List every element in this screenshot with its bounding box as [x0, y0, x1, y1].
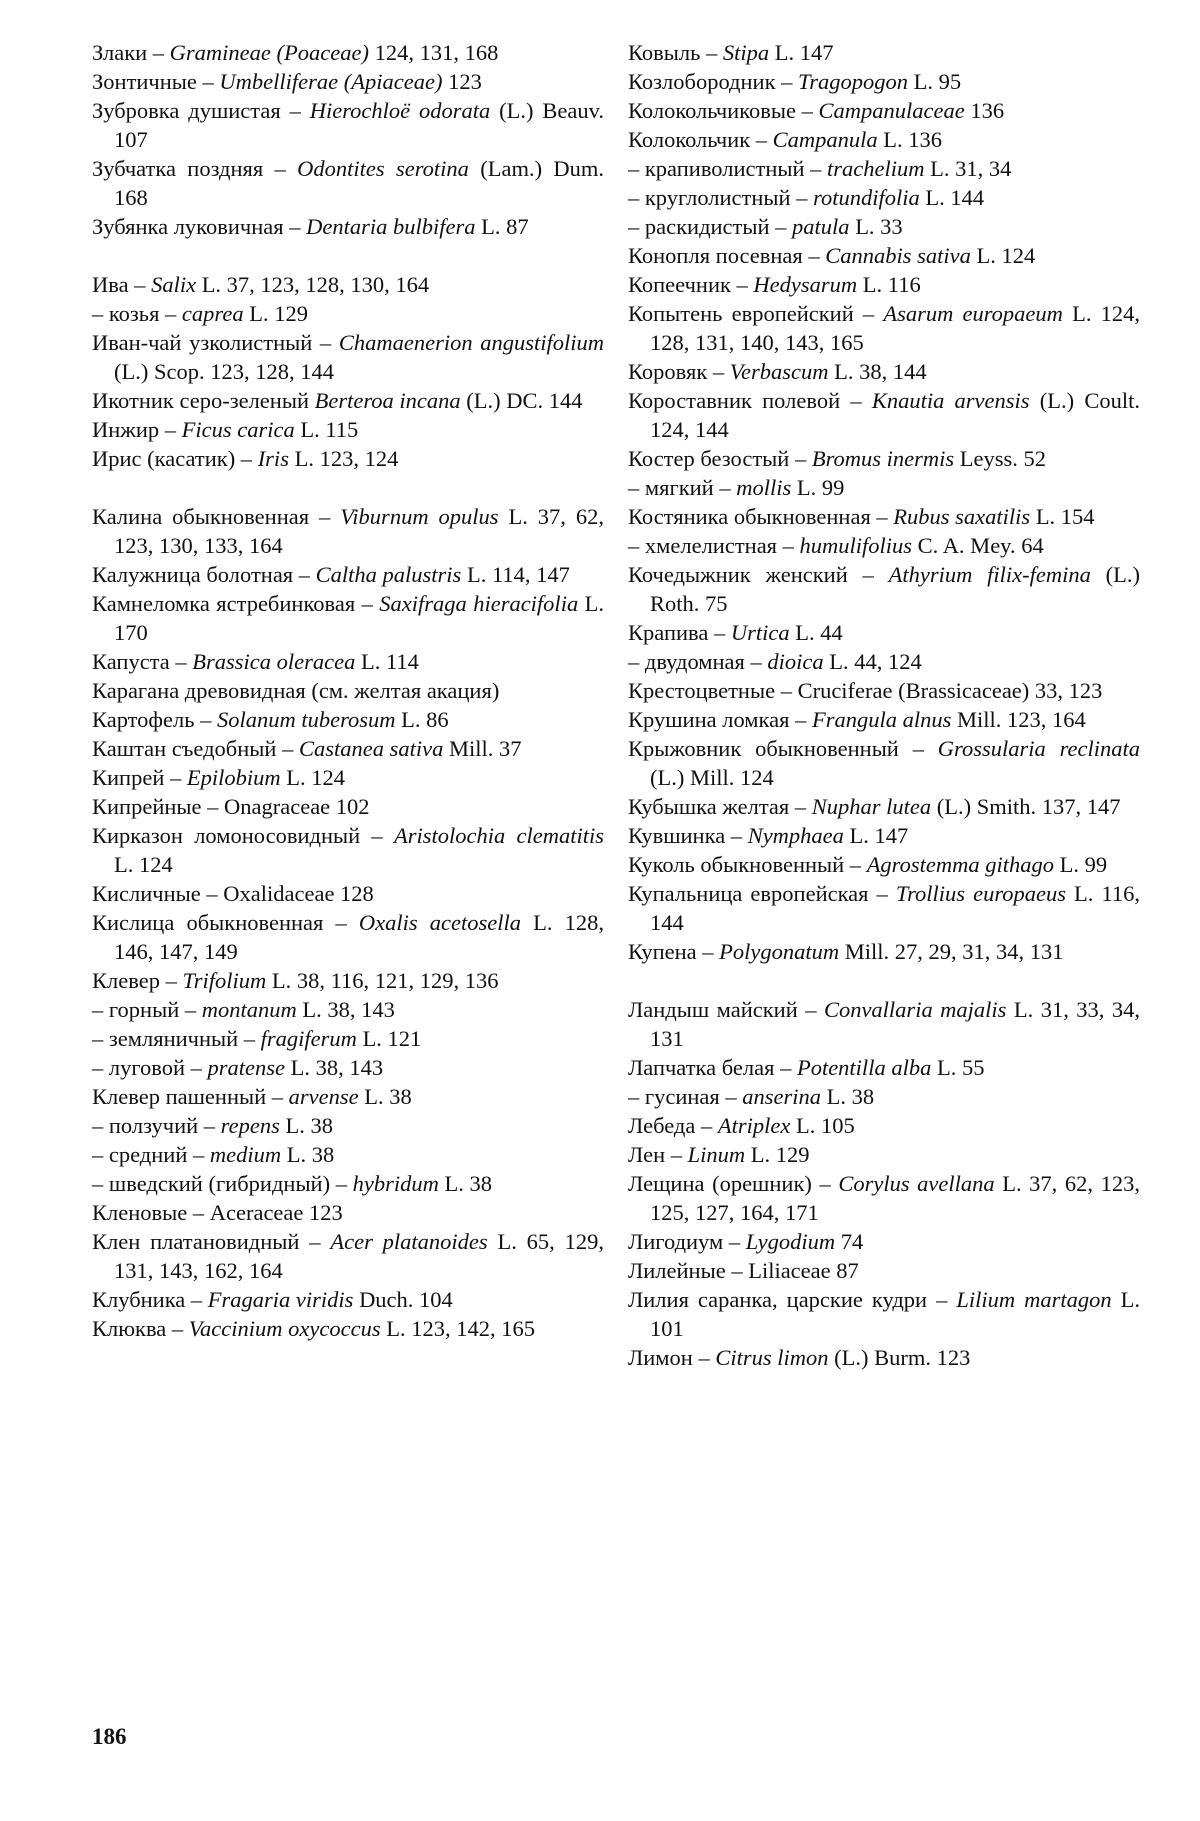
index-entry — [628, 473, 1140, 502]
index-entry — [628, 995, 1140, 1053]
entry-russian-name: Кипрейные – Onagraceae 102 — [92, 794, 370, 819]
entry-russian-name: Колокольчик – — [628, 127, 773, 152]
entry-russian-name: Крапива – — [628, 620, 731, 645]
entry-russian-name: Картофель – — [92, 707, 217, 732]
entry-reference: L. 95 — [908, 69, 962, 94]
index-entry — [92, 1314, 604, 1343]
entry-reference: L. 38, 144 — [828, 359, 927, 384]
index-entry — [92, 560, 604, 589]
entry-reference: L. 31, 33, 34, 131 — [650, 997, 1141, 1051]
entry-reference: L. 147 — [843, 823, 909, 848]
entry-latin-name: mollis — [736, 475, 792, 500]
entry-reference: L. 37, 62, 123, 130, 133, 164 — [114, 504, 604, 558]
entry-reference: L. 33 — [849, 214, 903, 239]
entry-russian-name: – шведский (гибридный) – — [92, 1171, 353, 1196]
entry-reference: L. 124 — [114, 852, 173, 877]
entry-russian-name: Кочедыжник женский – — [628, 562, 889, 587]
index-entry — [92, 1111, 604, 1140]
index-entry — [92, 821, 604, 879]
entry-latin-name: montanum — [201, 997, 297, 1022]
entry-russian-name: Ива – — [92, 272, 152, 297]
entry-latin-name: humulifolius — [799, 533, 913, 558]
entry-russian-name: – раскидистый – — [628, 214, 793, 239]
entry-latin-name: Iris — [257, 446, 289, 471]
entry-latin-name: Nymphaea — [747, 823, 844, 848]
entry-latin-name: Campanula — [772, 127, 878, 152]
entry-latin-name: Linum — [687, 1142, 746, 1167]
entry-reference: (L.) Beauv. 107 — [114, 98, 605, 152]
index-entry — [628, 734, 1140, 792]
index-entry — [92, 1169, 604, 1198]
entry-russian-name: – козья – — [92, 301, 182, 326]
entry-reference: L. 38 — [358, 1084, 412, 1109]
entry-reference: (L.) Roth. 75 — [650, 562, 1141, 616]
entry-latin-name: anserina — [742, 1084, 822, 1109]
index-entry — [92, 763, 604, 792]
entry-latin-name: patula — [792, 214, 850, 239]
entry-reference: Mill. 123, 164 — [951, 707, 1086, 732]
index-entry — [628, 299, 1140, 357]
entry-latin-name: Trollius europaeus — [895, 881, 1067, 906]
entry-russian-name: Кленовые – Aceraceae 123 — [92, 1200, 343, 1225]
entry-russian-name: Лен – — [628, 1142, 688, 1167]
entry-russian-name: Купальница европейская – — [628, 881, 896, 906]
index-entry — [628, 792, 1140, 821]
letter-group-gap — [628, 966, 1140, 995]
entry-latin-name: Lygodium — [745, 1229, 836, 1254]
entry-russian-name: Крушина ломкая – — [628, 707, 812, 732]
entry-latin-name: Polygonatum — [719, 939, 840, 964]
entry-reference: L. 124 — [280, 765, 345, 790]
entry-latin-name: hybridum — [352, 1171, 439, 1196]
index-column-left — [92, 38, 604, 1343]
index-entry — [92, 154, 604, 212]
entry-russian-name: Клюква – — [92, 1316, 189, 1341]
index-entry — [628, 1169, 1140, 1227]
entry-russian-name: Крестоцветные – Cruciferae (Brassicaceae) 33, 123 — [628, 678, 1103, 703]
entry-russian-name: Лилия саранка, царские кудри – — [628, 1287, 957, 1312]
entry-latin-name: Vaccinium oxycoccus — [188, 1316, 381, 1341]
entry-reference: L. 115 — [294, 417, 359, 442]
index-entry — [628, 270, 1140, 299]
entry-russian-name: Козлобородник – — [628, 69, 799, 94]
index-entry — [628, 67, 1140, 96]
entry-reference: L. 101 — [650, 1287, 1140, 1341]
entry-latin-name: Chamaenerion angustifolium — [338, 330, 605, 355]
entry-russian-name: Карагана древовидная (см. желтая акация) — [92, 678, 500, 703]
index-entry — [628, 125, 1140, 154]
entry-russian-name: – луговой – — [92, 1055, 208, 1080]
entry-reference: L. 128, 146, 147, 149 — [114, 910, 604, 964]
entry-latin-name: Trifolium — [182, 968, 267, 993]
entry-russian-name: Кисличные – Oxalidaceae 128 — [92, 881, 374, 906]
entry-russian-name: Кирказон ломоносовидный – — [92, 823, 394, 848]
index-entry — [92, 1198, 604, 1227]
entry-russian-name: Каштан съедобный – — [92, 736, 299, 761]
index-entry — [628, 212, 1140, 241]
entry-latin-name: Gramineae (Poaceae) — [169, 40, 369, 65]
index-entry — [92, 966, 604, 995]
index-entry — [92, 1140, 604, 1169]
entry-reference: L. 136 — [877, 127, 943, 152]
entry-russian-name: – круглолистный – — [628, 185, 814, 210]
entry-reference: L. 37, 123, 128, 130, 164 — [196, 272, 430, 297]
entry-latin-name: trachelium — [827, 156, 925, 181]
letter-group-gap — [92, 473, 604, 502]
index-entry — [92, 386, 604, 415]
entry-russian-name: – мягкий – — [628, 475, 737, 500]
entry-latin-name: Frangula alnus — [811, 707, 952, 732]
entry-russian-name: Ландыш майский – — [628, 997, 824, 1022]
index-entry — [628, 676, 1140, 705]
index-entry — [628, 1285, 1140, 1343]
entry-reference: L. 114, 147 — [461, 562, 570, 587]
entry-reference: L. 55 — [931, 1055, 985, 1080]
entry-reference: 136 — [964, 98, 1005, 123]
entry-latin-name: Asarum europaeum — [883, 301, 1063, 326]
entry-reference: L. 38 — [438, 1171, 492, 1196]
index-entry — [92, 792, 604, 821]
entry-latin-name: Salix — [151, 272, 197, 297]
entry-reference: L. 87 — [475, 214, 529, 239]
index-entry — [628, 1256, 1140, 1285]
entry-reference: L. 38 — [281, 1142, 335, 1167]
index-entry — [92, 38, 604, 67]
entry-latin-name: Athyrium filix-femina — [888, 562, 1091, 587]
entry-russian-name: Конопля посевная – — [628, 243, 826, 268]
entry-reference: (L.) Mill. 124 — [650, 765, 774, 790]
entry-russian-name: Кувшинка – — [628, 823, 748, 848]
entry-russian-name: Кипрей – — [92, 765, 187, 790]
entry-russian-name: Лигодиум – — [628, 1229, 746, 1254]
entry-reference: 74 — [835, 1229, 864, 1254]
index-entry — [628, 618, 1140, 647]
entry-latin-name: Cannabis sativa — [825, 243, 971, 268]
entry-latin-name: rotundifolia — [813, 185, 920, 210]
entry-russian-name: Клен платановидный – — [92, 1229, 331, 1254]
entry-reference: L. 116, 144 — [650, 881, 1141, 935]
index-entry — [628, 241, 1140, 270]
index-entry — [92, 299, 604, 328]
index-entry — [92, 1227, 604, 1285]
index-entry — [92, 647, 604, 676]
entry-russian-name: – хмелелистная – — [628, 533, 800, 558]
entry-russian-name: – гусиная – — [628, 1084, 743, 1109]
entry-reference: C. A. Mey. 64 — [912, 533, 1044, 558]
entry-latin-name: Verbascum — [729, 359, 829, 384]
page-number: 186 — [92, 1724, 127, 1749]
entry-reference: L. 37, 62, 123, 125, 127, 164, 171 — [650, 1171, 1140, 1225]
entry-russian-name: Лебеда – — [628, 1113, 718, 1138]
index-entry — [92, 502, 604, 560]
entry-reference: (L.) Smith. 137, 147 — [931, 794, 1121, 819]
entry-latin-name: Citrus limon — [715, 1345, 829, 1370]
entry-russian-name: Лещина (орешник) – — [628, 1171, 839, 1196]
index-entry — [628, 38, 1140, 67]
entry-russian-name: Лилейные – Liliaceae 87 — [628, 1258, 859, 1283]
entry-russian-name: Инжир – — [92, 417, 182, 442]
entry-russian-name: – горный – — [92, 997, 202, 1022]
index-entry — [92, 995, 604, 1024]
index-entry — [92, 676, 604, 705]
entry-russian-name: Куколь обыкновенный – — [628, 852, 867, 877]
entry-latin-name: Dentaria bulbifera — [306, 214, 476, 239]
entry-latin-name: Convallaria majalis — [823, 997, 1007, 1022]
entry-reference: L. 38 — [279, 1113, 333, 1138]
entry-latin-name: Solanum tuberosum — [217, 707, 396, 732]
entry-russian-name: Клубника – — [92, 1287, 208, 1312]
index-entry — [92, 328, 604, 386]
index-entry — [92, 96, 604, 154]
entry-reference: L. 124, 128, 131, 140, 143, 165 — [650, 301, 1140, 355]
index-entry — [92, 908, 604, 966]
entry-latin-name: Castanea sativa — [298, 736, 444, 761]
entry-russian-name: Калужница болотная – — [92, 562, 316, 587]
entry-latin-name: Nuphar lutea — [811, 794, 932, 819]
index-entry — [628, 1227, 1140, 1256]
entry-latin-name: dioica — [767, 649, 824, 674]
entry-latin-name: Viburnum opulus — [340, 504, 499, 529]
entry-reference: (Lam.) Dum. 168 — [114, 156, 605, 210]
entry-reference: L. 116 — [857, 272, 921, 297]
entry-latin-name: medium — [209, 1142, 282, 1167]
entry-russian-name: Клевер – — [92, 968, 183, 993]
index-column-right — [628, 38, 1140, 1372]
entry-reference: L. 31, 34 — [924, 156, 1012, 181]
entry-latin-name: Caltha palustris — [315, 562, 462, 587]
index-entry — [628, 1343, 1140, 1372]
entry-latin-name: Rubus saxatilis — [893, 504, 1031, 529]
index-entry — [92, 270, 604, 299]
entry-russian-name: Ковыль – — [628, 40, 723, 65]
entry-reference: L. 44 — [789, 620, 843, 645]
entry-reference: L. 38, 116, 121, 129, 136 — [266, 968, 499, 993]
entry-russian-name: Зубчатка поздняя – — [92, 156, 298, 181]
entry-russian-name: Капуста – — [92, 649, 193, 674]
entry-russian-name: Лимон – — [628, 1345, 716, 1370]
index-entry — [628, 183, 1140, 212]
entry-latin-name: repens — [220, 1113, 280, 1138]
index-entry — [628, 821, 1140, 850]
entry-reference: (L.) DC. 144 — [460, 388, 583, 413]
entry-reference: Mill. 37 — [443, 736, 522, 761]
index-entry — [628, 850, 1140, 879]
entry-russian-name: – земляничный – — [92, 1026, 261, 1051]
entry-russian-name: Копытень европейский – — [628, 301, 884, 326]
entry-latin-name: Stipa — [722, 40, 770, 65]
entry-russian-name: Зубровка душистая – — [92, 98, 310, 123]
entry-russian-name: Ирис (касатик) – — [92, 446, 258, 471]
entry-reference: L. 38, 143 — [285, 1055, 384, 1080]
entry-russian-name: Икотник серо-зеленый — [92, 388, 315, 413]
entry-russian-name: Колокольчиковые – — [628, 98, 819, 123]
index-entry — [92, 444, 604, 473]
entry-reference: L. 123, 124 — [288, 446, 399, 471]
entry-latin-name: Ficus carica — [181, 417, 295, 442]
entry-reference: L. 144 — [919, 185, 985, 210]
index-entry — [628, 96, 1140, 125]
entry-russian-name: Камнеломка ястребинковая – — [92, 591, 380, 616]
entry-reference: L. 99 — [791, 475, 845, 500]
entry-reference: 124, 131, 168 — [368, 40, 499, 65]
entry-latin-name: Lilium martagon — [956, 1287, 1112, 1312]
entry-latin-name: Acer platanoides — [330, 1229, 488, 1254]
entry-latin-name: Epilobium — [186, 765, 281, 790]
entry-russian-name: – ползучий – — [92, 1113, 221, 1138]
entry-reference: Mill. 27, 29, 31, 34, 131 — [839, 939, 1064, 964]
letter-group-gap — [92, 241, 604, 270]
entry-russian-name: Злаки – — [92, 40, 170, 65]
entry-reference: L. 129 — [243, 301, 308, 326]
entry-russian-name: – крапиволистный – — [628, 156, 828, 181]
index-entry — [92, 1285, 604, 1314]
index-entry — [628, 1082, 1140, 1111]
entry-reference: L. 123, 142, 165 — [380, 1316, 535, 1341]
index-entry — [92, 67, 604, 96]
entry-latin-name: Berteroa incana — [314, 388, 461, 413]
entry-latin-name: Tragopogon — [798, 69, 909, 94]
entry-reference: L. 170 — [114, 591, 605, 645]
entry-reference: L. 105 — [790, 1113, 855, 1138]
entry-latin-name: Odontites serotina — [297, 156, 469, 181]
entry-latin-name: Urtica — [730, 620, 790, 645]
entry-latin-name: Grossularia reclinata — [937, 736, 1140, 761]
index-entry — [628, 1140, 1140, 1169]
entry-russian-name: Костер безостый – — [628, 446, 812, 471]
entry-latin-name: Atriplex — [717, 1113, 791, 1138]
entry-latin-name: Aristolochia clematitis — [393, 823, 604, 848]
index-entry — [92, 734, 604, 763]
entry-reference: L. 129 — [745, 1142, 810, 1167]
entry-russian-name: Клевер пашенный – — [92, 1084, 289, 1109]
entry-russian-name: Короставник полевой – — [628, 388, 872, 413]
entry-russian-name: Зонтичные – — [92, 69, 220, 94]
entry-reference: L. 38 — [821, 1084, 875, 1109]
index-entry — [92, 212, 604, 241]
index-entry — [92, 1082, 604, 1111]
index-entry — [628, 560, 1140, 618]
entry-russian-name: Копеечник – — [628, 272, 754, 297]
entry-latin-name: Umbelliferae (Apiaceae) — [219, 69, 443, 94]
entry-russian-name: Крыжовник обыкновенный – — [628, 736, 938, 761]
entry-reference: L. 114 — [355, 649, 419, 674]
entry-reference: (L.) Scop. 123, 128, 144 — [114, 359, 334, 384]
entry-reference: L. 147 — [769, 40, 834, 65]
entry-latin-name: Oxalis acetosella — [358, 910, 521, 935]
entry-russian-name: – средний – — [92, 1142, 210, 1167]
entry-latin-name: Fragaria viridis — [207, 1287, 354, 1312]
entry-russian-name: Купена – — [628, 939, 720, 964]
entry-latin-name: arvense — [288, 1084, 359, 1109]
entry-russian-name: Костяника обыкновенная – — [628, 504, 894, 529]
index-entry — [628, 879, 1140, 937]
entry-russian-name: Лапчатка белая – — [628, 1055, 797, 1080]
entry-latin-name: Campanulaceae — [818, 98, 965, 123]
entry-reference: L. 154 — [1030, 504, 1095, 529]
index-entry — [628, 444, 1140, 473]
index-entry — [92, 879, 604, 908]
entry-reference: L. 86 — [395, 707, 449, 732]
entry-reference: L. 124 — [970, 243, 1036, 268]
index-entry — [628, 386, 1140, 444]
entry-reference: (L.) Coult. 124, 144 — [650, 388, 1140, 442]
entry-latin-name: Saxifraga hieracifolia — [379, 591, 579, 616]
index-entry — [628, 531, 1140, 560]
index-entry — [628, 357, 1140, 386]
entry-latin-name: Hedysarum — [753, 272, 858, 297]
index-entry — [628, 1053, 1140, 1082]
entry-reference: Leyss. 52 — [954, 446, 1047, 471]
entry-reference: L. 65, 129, 131, 143, 162, 164 — [114, 1229, 604, 1283]
index-entry — [92, 589, 604, 647]
entry-reference: L. 99 — [1053, 852, 1108, 877]
entry-russian-name: Коровяк – — [628, 359, 730, 384]
index-entry — [628, 647, 1140, 676]
entry-russian-name: – двудомная – — [628, 649, 768, 674]
entry-latin-name: Brassica oleracea — [192, 649, 356, 674]
index-entry — [92, 705, 604, 734]
index-entry — [92, 415, 604, 444]
entry-reference: L. 38, 143 — [296, 997, 395, 1022]
entry-latin-name: fragiferum — [260, 1026, 357, 1051]
entry-russian-name: Кислица обыкновенная – — [92, 910, 359, 935]
entry-latin-name: Agrostemma githago — [866, 852, 1054, 877]
entry-reference: Duch. 104 — [353, 1287, 453, 1312]
entry-russian-name: Зубянка луковичная – — [92, 214, 307, 239]
entry-latin-name: Hierochloë odorata — [309, 98, 491, 123]
entry-reference: L. 44, 124 — [823, 649, 922, 674]
entry-russian-name: Кубышка желтая – — [628, 794, 812, 819]
entry-russian-name: Иван-чай узколистный – — [92, 330, 339, 355]
entry-latin-name: Knautia arvensis — [871, 388, 1030, 413]
entry-latin-name: Corylus avellana — [838, 1171, 995, 1196]
entry-reference: 123 — [442, 69, 482, 94]
entry-latin-name: caprea — [181, 301, 244, 326]
entry-russian-name: Калина обыкновенная – — [92, 504, 341, 529]
entry-latin-name: pratense — [207, 1055, 286, 1080]
index-entry — [628, 705, 1140, 734]
index-entry — [628, 1111, 1140, 1140]
entry-reference: L. 121 — [356, 1026, 422, 1051]
index-entry — [92, 1053, 604, 1082]
index-entry — [628, 502, 1140, 531]
entry-reference: (L.) Burm. 123 — [828, 1345, 971, 1370]
index-entry — [628, 154, 1140, 183]
index-entry — [92, 1024, 604, 1053]
entry-latin-name: Bromus inermis — [811, 446, 955, 471]
index-entry — [628, 937, 1140, 966]
entry-latin-name: Potentilla alba — [796, 1055, 932, 1080]
